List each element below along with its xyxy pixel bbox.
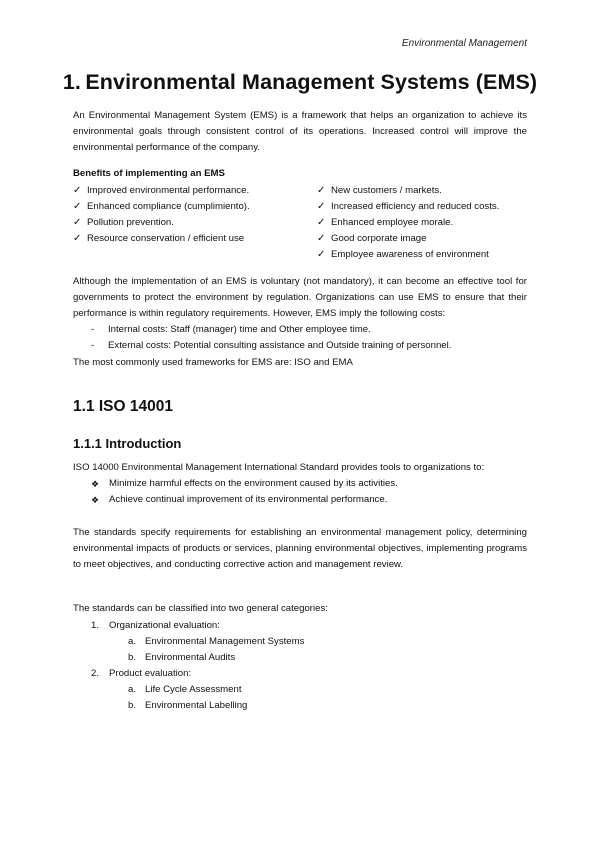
check-icon: ✓ bbox=[317, 233, 326, 244]
list-item: b. Environmental Audits bbox=[128, 652, 236, 663]
check-icon: ✓ bbox=[73, 217, 82, 228]
frameworks-line: The most commonly used frameworks for EMS are: ISO and EMA bbox=[73, 357, 353, 368]
list-item: ✓ Pollution prevention. bbox=[73, 215, 313, 231]
section-title: 1. Environmental Management Systems (EMS) bbox=[62, 70, 538, 94]
benefits-list-left bbox=[73, 183, 313, 247]
list-item: ✓ Good corporate image bbox=[317, 231, 537, 247]
subsubsection-title: 1.1.1 Introduction bbox=[73, 436, 182, 451]
list-item: b. Environmental Labelling bbox=[128, 700, 248, 711]
check-icon: ✓ bbox=[73, 185, 82, 196]
list-item: ✓ Improved environmental performance. bbox=[73, 183, 313, 199]
check-icon: ✓ bbox=[73, 201, 82, 212]
check-icon: ✓ bbox=[317, 201, 326, 212]
list-item: 1. Organizational evaluation: bbox=[91, 620, 220, 631]
list-item: 2. Product evaluation: bbox=[91, 668, 192, 679]
list-item: ✓ New customers / markets. bbox=[317, 183, 537, 199]
list-item: - External costs: Potential consulting assistance and Outside training of personnel. bbox=[73, 338, 451, 354]
subsection-title: 1.1 ISO 14001 bbox=[73, 398, 173, 415]
list-item: ❖ Achieve continual improvement of its environmental performance. bbox=[91, 492, 398, 508]
diamond-bullet-icon: ❖ bbox=[91, 495, 100, 505]
categories-intro: The standards can be classified into two general categories: bbox=[73, 603, 328, 614]
costs-list bbox=[73, 322, 451, 354]
list-item: ✓ Increased efficiency and reduced costs. bbox=[317, 199, 537, 215]
diamond-bullet-icon: ❖ bbox=[91, 479, 100, 489]
check-icon: ✓ bbox=[317, 249, 326, 260]
intro-paragraph: An Environmental Management System (EMS) is a framework that helps an organization to achieve its environmental goals through consistent control of its operations. Increased control will improve the environmental performance of the company. bbox=[73, 110, 527, 153]
benefits-heading: Benefits of implementing an EMS bbox=[73, 168, 225, 179]
list-item: ✓ Enhanced compliance (cumplimiento). bbox=[73, 199, 313, 215]
list-item: a. Life Cycle Assessment bbox=[128, 684, 242, 695]
categories-list bbox=[91, 618, 304, 714]
dash-bullet: - bbox=[91, 324, 95, 335]
list-item: ❖ Minimize harmful effects on the environment caused by its activities. bbox=[91, 476, 398, 492]
list-item: ✓ Employee awareness of environment bbox=[317, 247, 537, 263]
benefits-list-right bbox=[317, 183, 537, 263]
iso-intro: ISO 14000 Environmental Management International Standard provides tools to organizations to: bbox=[73, 462, 485, 473]
standards-paragraph: The standards specify requirements for establishing an environmental management policy, determining environmental impacts of products or services, planning environmental objectives, implementing programs to meet objectives, and conducting corrective action and management review. bbox=[73, 527, 527, 570]
list-item: a. Environmental Management Systems bbox=[128, 636, 305, 647]
iso-bullets bbox=[91, 476, 398, 508]
running-header: Environmental Management bbox=[401, 38, 527, 49]
dash-bullet: - bbox=[91, 340, 95, 351]
list-item: - Internal costs: Staff (manager) time and Other employee time. bbox=[73, 322, 451, 338]
list-item: ✓ Enhanced employee morale. bbox=[317, 215, 537, 231]
check-icon: ✓ bbox=[73, 233, 82, 244]
list-item: ✓ Resource conservation / efficient use bbox=[73, 231, 313, 247]
check-icon: ✓ bbox=[317, 185, 326, 196]
check-icon: ✓ bbox=[317, 217, 326, 228]
costs-paragraph: Although the implementation of an EMS is voluntary (not mandatory), it can become an effective tool for governments to protect the environment by regulation. Organizations can use EMS to ensure that their performance is within regulatory requirements. However, EMS imply the following costs: bbox=[73, 276, 527, 319]
